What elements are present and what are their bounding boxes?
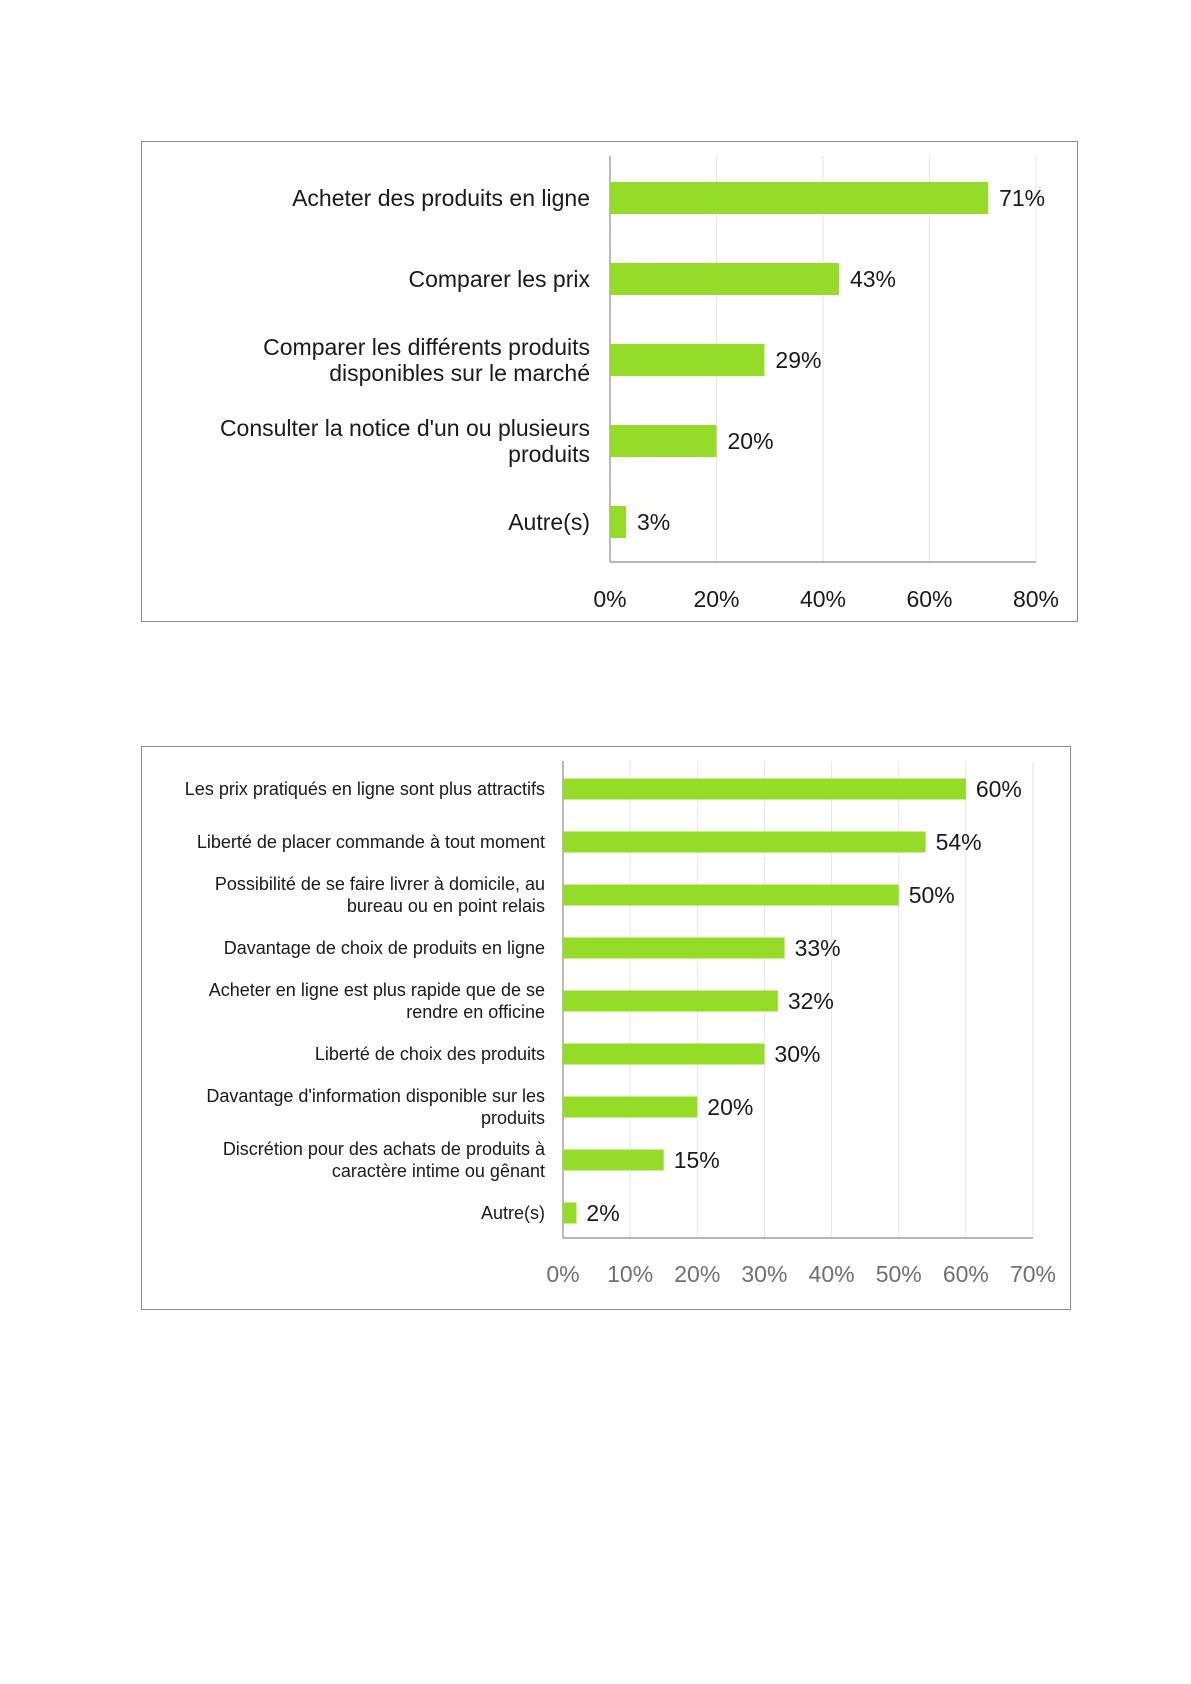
chart-1-bar [610,344,764,376]
chart-2-bar [563,779,966,800]
chart-1-tick-label: 0% [593,586,627,612]
chart-2-tick-label: 70% [1009,1261,1057,1287]
chart-2-bar [563,832,926,853]
chart-1-data-label: 71% [999,185,1046,211]
chart-2-bar [563,938,785,959]
chart-1-plot [142,142,1077,621]
chart-2-tick-label: 20% [674,1261,721,1287]
chart-2-category-label: Davantage de choix de produits en ligne [223,938,545,958]
chart-2-data-label: 2% [586,1200,620,1226]
chart-2-data-label: 15% [673,1147,720,1173]
chart-2-category-label: Davantage d'information disponible sur les produits [206,1086,545,1128]
chart-1-bar [610,506,626,538]
chart-2 [141,746,1071,1310]
chart-2-bar [563,1097,697,1118]
chart-1 [141,141,1078,622]
chart-2-category-label: Liberté de choix des produits [314,1044,545,1064]
chart-1-data-label: 3% [636,509,671,535]
chart-2-data-label: 50% [908,882,955,908]
chart-2-bar [563,885,899,906]
chart-2-category-label: Liberté de placer commande à tout moment [196,832,545,852]
chart-2-tick-label: 50% [875,1261,922,1287]
chart-2-bar [563,1044,764,1065]
chart-2-tick-label: 30% [741,1261,788,1287]
chart-1-category-label: Comparer les prix [408,266,590,292]
chart-2-tick-label: 40% [808,1261,855,1287]
chart-2-bar [563,1150,664,1171]
chart-2-data-label: 30% [774,1041,821,1067]
chart-2-data-label: 60% [975,776,1022,802]
chart-2-data-label: 54% [935,829,982,855]
chart-2-bar [563,1203,576,1224]
chart-1-data-label: 43% [849,266,897,292]
chart-2-tick-label: 0% [546,1261,580,1287]
chart-2-tick-label: 60% [942,1261,989,1287]
chart-2-category-label: Autre(s) [480,1203,545,1223]
chart-1-tick-label: 20% [693,586,740,612]
chart-1-bar [610,425,717,457]
chart-1-category-label: Autre(s) [508,509,590,535]
chart-1-tick-label: 80% [1012,586,1060,612]
chart-1-bar [610,263,839,295]
chart-1-category-label: Comparer les différents produits disponibles sur le marché [263,334,590,386]
chart-1-category-label: Consulter la notice d'un ou plusieurs produits [219,415,590,467]
chart-2-data-label: 32% [787,988,834,1014]
chart-2-data-label: 20% [707,1094,754,1120]
chart-2-bar [563,991,778,1012]
chart-1-tick-label: 40% [799,586,847,612]
chart-2-data-label: 33% [794,935,841,961]
chart-1-data-label: 20% [727,428,774,454]
chart-1-category-label: Acheter des produits en ligne [292,185,590,211]
chart-1-bar [610,182,988,214]
chart-2-plot [142,747,1070,1309]
chart-2-category-label: Acheter en ligne est plus rapide que de se rendre en officine [208,980,545,1022]
chart-2-category-label: Discrétion pour des achats de produits à caractère intime ou gênant [222,1139,545,1181]
chart-2-category-label: Possibilité de se faire livrer à domicile, au bureau ou en point relais [214,874,545,916]
chart-2-category-label: Les prix pratiqués en ligne sont plus attractifs [184,779,545,799]
chart-1-data-label: 29% [775,347,822,373]
chart-2-tick-label: 10% [607,1261,654,1287]
chart-1-tick-label: 60% [906,586,953,612]
